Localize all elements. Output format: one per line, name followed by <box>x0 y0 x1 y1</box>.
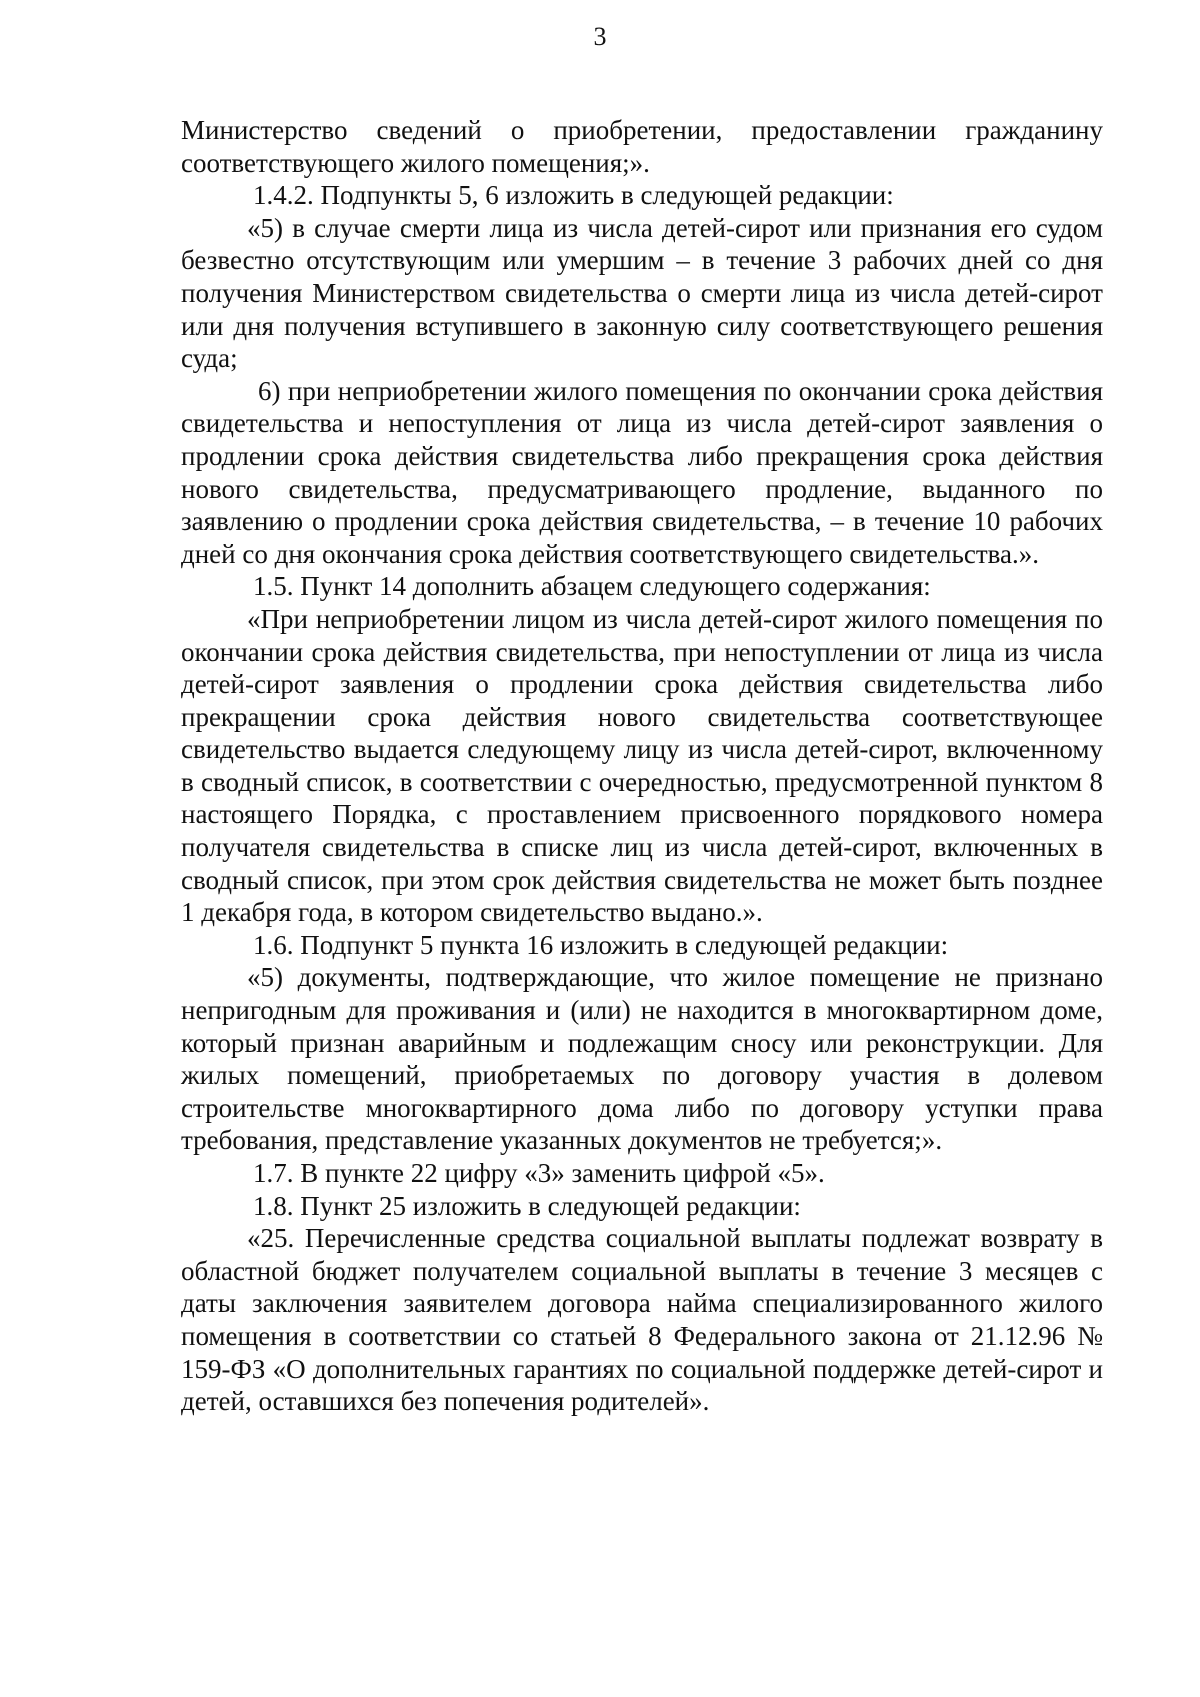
document-body <box>181 114 1103 1418</box>
paragraph-subpoint-5-point-16: «5) документы, подтверждающие, что жилое помещение не признано непригодным для проживания и (или) не находится в многоквартирном доме, который признан аварийным и подлежащим сносу или реконструкции. Для жилых помещений, приобретаемых по договору участия в долевом строительстве многоквартирного дома либо по договору уступки права требования, представление указанных документов не требуется;». <box>181 962 1103 1156</box>
paragraph-1-4-2: 1.4.2. Подпункты 5, 6 изложить в следующей редакции: <box>253 180 894 211</box>
page-number: 3 <box>593 22 607 51</box>
paragraph-point-25: «25. Перечисленные средства социальной выплаты подлежат возврату в областной бюджет получателем социальной выплаты в течение 3 месяцев с даты заключения заявителем договора найма специализированного жилого помещения в соответствии со статьей 8 Федерального закона от 21.12.96 № 159-ФЗ «О дополнительных гарантиях по социальной поддержке детей-сирот и детей, оставшихся без попечения родителей». <box>181 1223 1103 1417</box>
paragraph-1-8: 1.8. Пункт 25 изложить в следующей редакции: <box>253 1190 801 1221</box>
paragraph-continuation: Министерство сведений о приобретении, предоставлении гражданину соответствующего жилого помещения;». <box>181 115 1103 178</box>
paragraph-1-6: 1.6. Подпункт 5 пункта 16 изложить в следующей редакции: <box>253 929 949 960</box>
paragraph-1-5: 1.5. Пункт 14 дополнить абзацем следующего содержания: <box>253 571 931 602</box>
paragraph-1-7: 1.7. В пункте 22 цифру «3» заменить цифрой «5». <box>253 1158 825 1188</box>
paragraph-subpoint-5: «5) в случае смерти лица из числа детей-сирот или признания его судом безвестно отсутствующим или умершим – в течение 3 рабочих дней со дня получения Министерством свидетельства о смерти лица из числа детей-сирот или дня получения вступившего в законную силу соответствующего решения суда; <box>181 212 1103 374</box>
paragraph-point-14-addition: «При неприобретении лицом из числа детей-сирот жилого помещения по окончании срока действия свидетельства, при непоступлении от лица из числа детей-сирот заявления о продлении срока действия свидетельства либо прекращении срока действия нового свидетельства соответствующее свидетельство выдается следующему лицу из числа детей-сирот, включенному в сводный список, в соответствии с очередностью, предусмотренной пунктом 8 настоящего Порядка, с проставлением присвоенного порядкового номера получателя свидетельства в списке лиц из числа детей-сирот, включенных в сводный список, при этом срок действия свидетельства не может быть позднее 1 декабря года, в котором свидетельство выдано.». <box>181 603 1103 928</box>
paragraph-subpoint-6: 6) при неприобретении жилого помещения по окончании срока действия свидетельства и непоступления от лица из числа детей-сирот заявления о продлении срока действия свидетельства либо прекращения срока действия нового свидетельства, предусматривающего продление, выданного по заявлению о продлении срока действия свидетельства, – в течение 10 рабочих дней со дня окончания срока действия соответствующего свидетельства.». <box>181 375 1103 569</box>
